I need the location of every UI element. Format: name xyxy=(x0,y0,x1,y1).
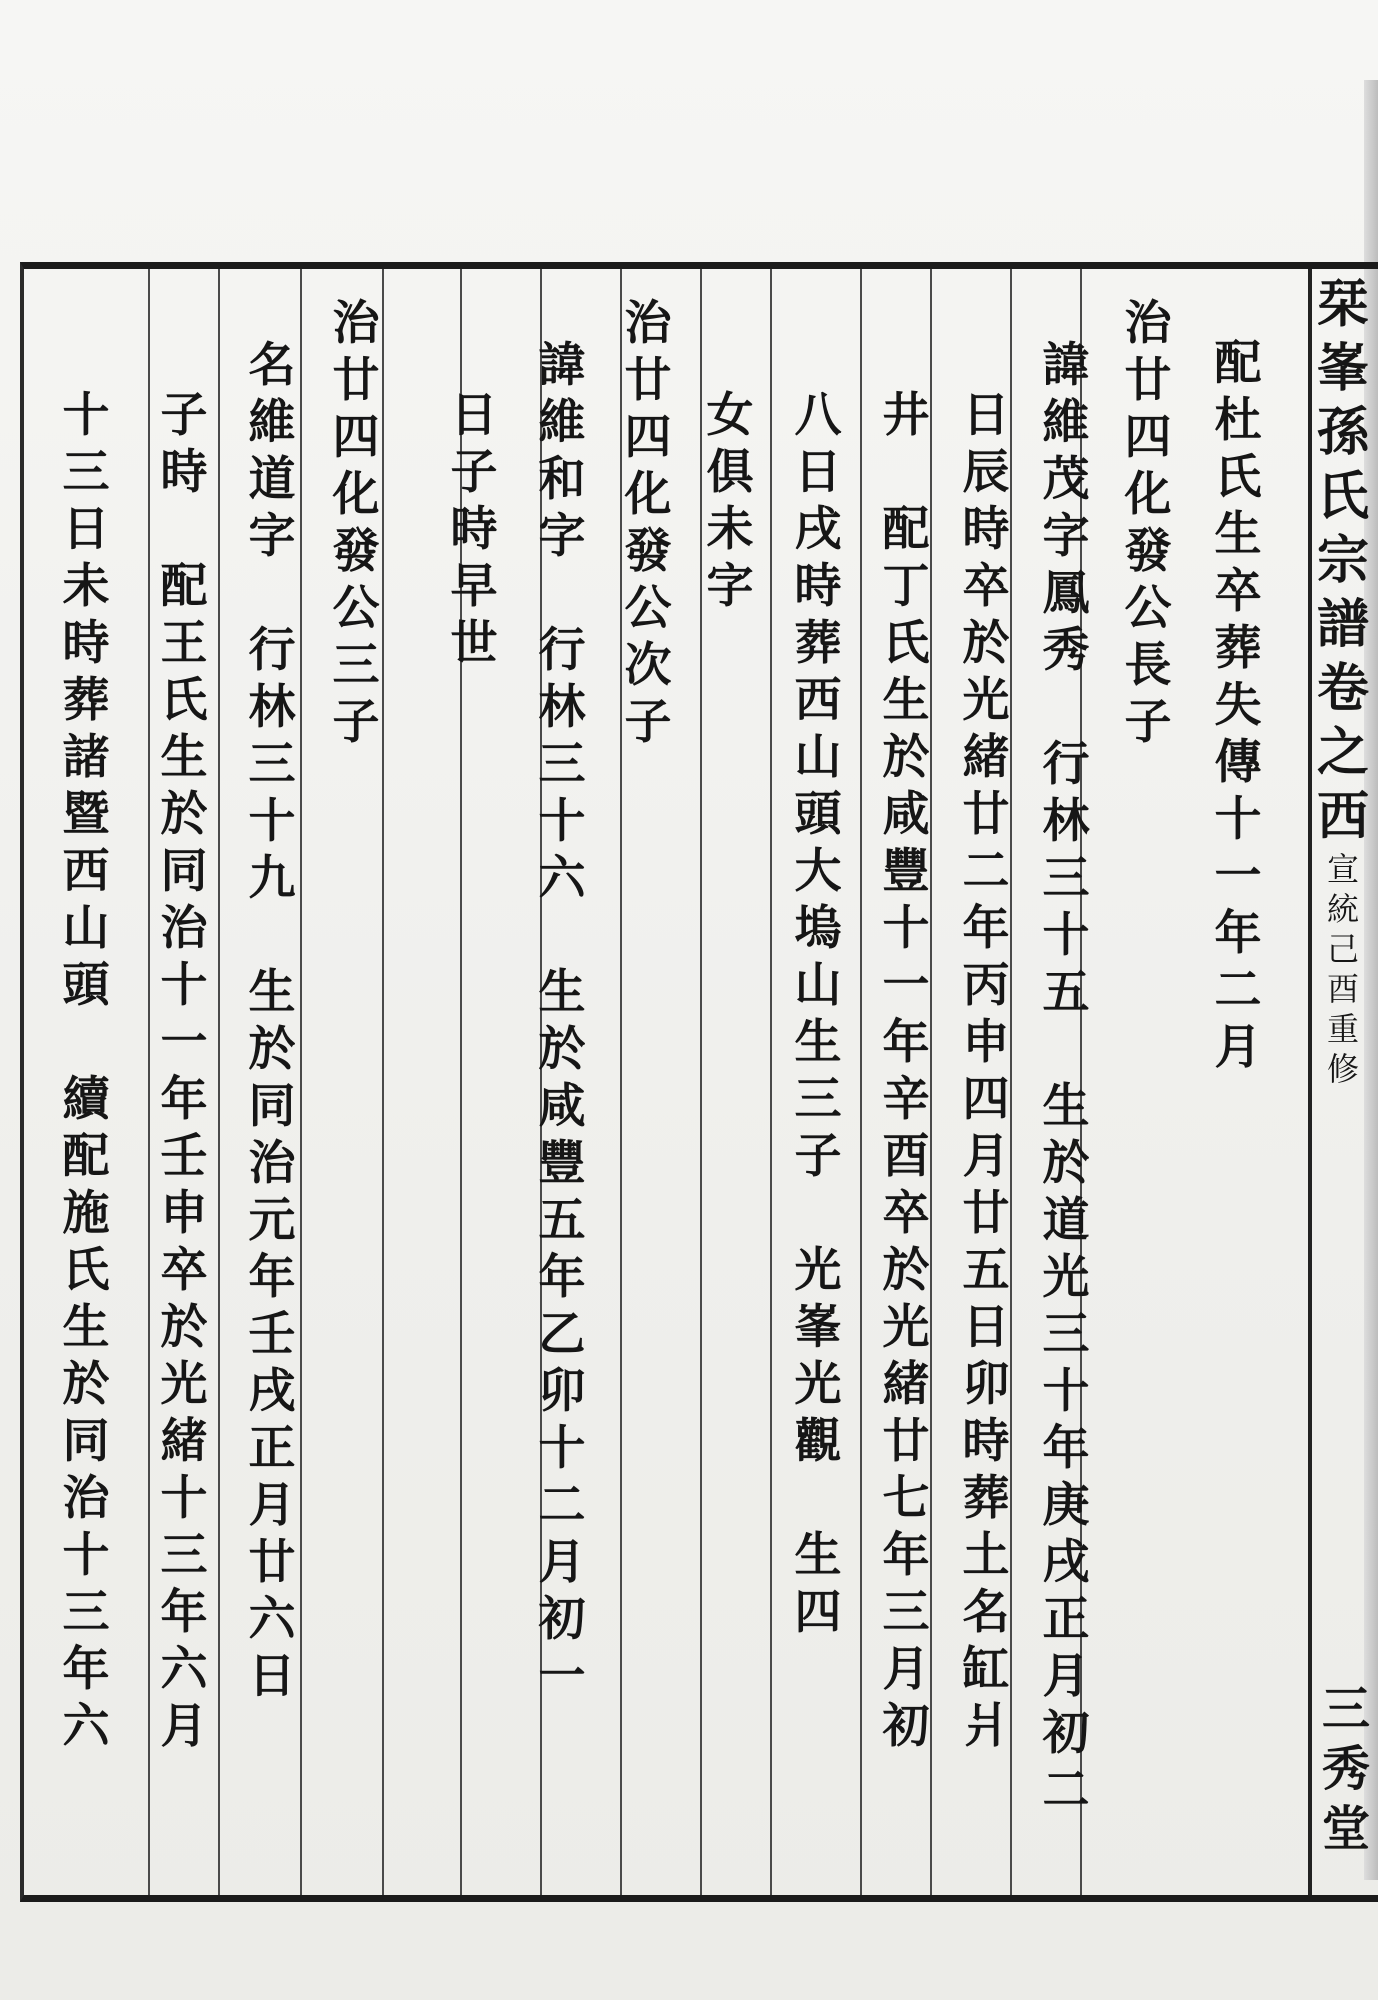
text-char: 行 xyxy=(248,623,296,678)
text-char: 一 xyxy=(1214,849,1262,904)
text-char: 光 xyxy=(794,1357,842,1412)
text-char: 於 xyxy=(1042,1136,1090,1191)
text-char: 時 xyxy=(160,445,208,500)
text-char: 公 xyxy=(1124,581,1172,636)
text-char: 維 xyxy=(248,395,296,450)
text-char: 治 xyxy=(62,1471,110,1526)
text-char: 月 xyxy=(160,1699,208,1754)
text-char: 緒 xyxy=(882,1357,930,1412)
text-char: 峯 xyxy=(794,1300,842,1355)
edition-char: 修 xyxy=(1326,1050,1359,1088)
text-char: 二 xyxy=(1042,1763,1090,1818)
text-char: 公 xyxy=(624,581,672,636)
text-char: 廿 xyxy=(1124,353,1172,408)
text-char: 未 xyxy=(62,559,110,614)
text-char: 西 xyxy=(794,673,842,728)
text-char: 三 xyxy=(794,1072,842,1127)
text-char: 壬 xyxy=(160,1129,208,1184)
text-column xyxy=(1196,295,1280,1076)
text-char: 配 xyxy=(1214,336,1262,391)
text-char: 卯 xyxy=(538,1364,586,1419)
text-char: 生 xyxy=(1042,1079,1090,1134)
text-char: 三 xyxy=(538,737,586,792)
text-char: 同 xyxy=(160,844,208,899)
text-char: 葬 xyxy=(1214,621,1262,676)
text-char: 諸 xyxy=(62,730,110,785)
text-char: 生 xyxy=(882,673,930,728)
text-char: 元 xyxy=(248,1193,296,1248)
text-column xyxy=(776,295,860,1641)
text-char: 缸 xyxy=(962,1642,1010,1697)
text-char: 井 xyxy=(882,388,930,443)
text-char: 諱 xyxy=(538,338,586,393)
text-char: 年 xyxy=(248,1250,296,1305)
text-char: 酉 xyxy=(882,1129,930,1184)
text-char: 庚 xyxy=(1042,1478,1090,1533)
text-char: 治 xyxy=(160,901,208,956)
text-char: 生 xyxy=(62,1300,110,1355)
edition-char: 己 xyxy=(1326,930,1359,968)
text-char: 年 xyxy=(160,1072,208,1127)
text-char: 日 xyxy=(248,1649,296,1704)
text-char: 咸 xyxy=(538,1079,586,1134)
text-char: 子 xyxy=(332,695,380,750)
text-char: 三 xyxy=(882,1585,930,1640)
text-char: 十 xyxy=(1042,1364,1090,1419)
text-char: 三 xyxy=(62,445,110,500)
edition-char: 統 xyxy=(1326,890,1359,928)
text-char: 三 xyxy=(160,1528,208,1583)
text-char: 氏 xyxy=(1214,450,1262,505)
text-char: 維 xyxy=(1042,395,1090,450)
text-char: 配 xyxy=(62,1129,110,1184)
text-char: 女 xyxy=(706,388,754,443)
text-char: 申 xyxy=(962,1015,1010,1070)
title-char: 栞 xyxy=(1316,274,1369,335)
text-char: 頭 xyxy=(62,958,110,1013)
text-char: 年 xyxy=(882,1015,930,1070)
text-char: 山 xyxy=(62,901,110,956)
volume-char: 西 xyxy=(1316,786,1369,847)
text-char: 生 xyxy=(160,730,208,785)
text-char: 秀 xyxy=(1042,623,1090,678)
text-char: 長 xyxy=(1124,638,1172,693)
text-char: 咸 xyxy=(882,787,930,842)
text-char: 於 xyxy=(248,1022,296,1077)
text-char: 日 xyxy=(62,502,110,557)
text-char: 四 xyxy=(962,1072,1010,1127)
text-char: 發 xyxy=(624,524,672,579)
text-char: 年 xyxy=(62,1642,110,1697)
text-column xyxy=(432,295,516,672)
text-char: 十 xyxy=(538,794,586,849)
text-char: 日 xyxy=(794,445,842,500)
text-column xyxy=(688,295,772,615)
text-char: 治 xyxy=(248,1136,296,1191)
text-char: 年 xyxy=(962,901,1010,956)
text-char: 山 xyxy=(794,958,842,1013)
text-char: 一 xyxy=(538,1649,586,1704)
text-char: 早 xyxy=(450,559,498,614)
text-char: 字 xyxy=(538,509,586,564)
text-char: 正 xyxy=(248,1421,296,1476)
text-char: 施 xyxy=(62,1186,110,1241)
text-char: 年 xyxy=(1042,1421,1090,1476)
text-char: 三 xyxy=(248,737,296,792)
text-char: 壬 xyxy=(248,1307,296,1362)
text-char: 葬 xyxy=(62,673,110,728)
text-char: 月 xyxy=(882,1642,930,1697)
text-char: 觀 xyxy=(794,1414,842,1469)
text-char: 土 xyxy=(962,1528,1010,1583)
text-char: 俱 xyxy=(706,445,754,500)
text-char: 林 xyxy=(248,680,296,735)
text-char: 於 xyxy=(962,616,1010,671)
hall-char: 秀 xyxy=(1321,1741,1370,1797)
text-char: 於 xyxy=(62,1357,110,1412)
text-char: 六 xyxy=(538,851,586,906)
text-char: 月 xyxy=(962,1129,1010,1184)
text-char: 辛 xyxy=(882,1072,930,1127)
text-char: 同 xyxy=(62,1414,110,1469)
text-char: 時 xyxy=(450,502,498,557)
text-char: 發 xyxy=(332,524,380,579)
text-char: 光 xyxy=(1042,1250,1090,1305)
text-char: 名 xyxy=(962,1585,1010,1640)
text-char: 三 xyxy=(1042,851,1090,906)
text-char: 林 xyxy=(1042,794,1090,849)
text-char: 失 xyxy=(1214,678,1262,733)
text-column xyxy=(520,295,604,1705)
book-title-column xyxy=(1308,269,1378,1899)
text-char: 卒 xyxy=(962,559,1010,614)
text-char: 子 xyxy=(624,695,672,750)
text-char: 正 xyxy=(1042,1592,1090,1647)
text-char: 丙 xyxy=(962,958,1010,1013)
text-char: 於 xyxy=(882,730,930,785)
text-char: 茂 xyxy=(1042,452,1090,507)
text-column xyxy=(44,295,128,1755)
text-char: 月 xyxy=(248,1478,296,1533)
text-char: 時 xyxy=(962,502,1010,557)
column-rule xyxy=(860,269,862,1895)
text-char: 配 xyxy=(882,502,930,557)
text-char: 五 xyxy=(962,1243,1010,1298)
text-char: 山 xyxy=(794,730,842,785)
text-char: 化 xyxy=(624,467,672,522)
text-char: 十 xyxy=(538,1421,586,1476)
text-char: 十 xyxy=(248,794,296,849)
text-char: 治 xyxy=(1124,296,1172,351)
title-char: 孫 xyxy=(1316,402,1369,463)
hall-char: 三 xyxy=(1321,1681,1370,1737)
text-char: 配 xyxy=(160,559,208,614)
volume-char: 卷 xyxy=(1316,658,1369,719)
text-char: 初 xyxy=(538,1592,586,1647)
text-char: 卯 xyxy=(962,1357,1010,1412)
text-char: 光 xyxy=(962,673,1010,728)
text-char: 五 xyxy=(1042,965,1090,1020)
text-char: 爿 xyxy=(962,1699,1010,1754)
title-char: 氏 xyxy=(1316,466,1369,527)
text-char: 六 xyxy=(160,1642,208,1697)
text-char: 戌 xyxy=(794,502,842,557)
text-char: 日 xyxy=(962,388,1010,443)
text-char: 廿 xyxy=(962,787,1010,842)
text-char: 生 xyxy=(794,1528,842,1583)
text-char: 緒 xyxy=(962,730,1010,785)
text-frame xyxy=(20,262,1378,1902)
text-char: 九 xyxy=(248,851,296,906)
edition-char: 酉 xyxy=(1326,970,1359,1008)
text-char: 一 xyxy=(160,1015,208,1070)
text-char: 申 xyxy=(160,1186,208,1241)
text-char: 未 xyxy=(706,502,754,557)
text-char: 時 xyxy=(794,559,842,614)
text-char: 生 xyxy=(1214,507,1262,562)
text-char: 二 xyxy=(538,1478,586,1533)
text-char: 六 xyxy=(62,1699,110,1754)
text-char: 初 xyxy=(882,1699,930,1754)
text-char: 化 xyxy=(1124,467,1172,522)
text-column xyxy=(606,295,690,751)
text-char: 公 xyxy=(332,581,380,636)
text-char: 次 xyxy=(624,638,672,693)
text-char: 八 xyxy=(794,388,842,443)
text-column xyxy=(314,295,398,751)
text-char: 西 xyxy=(62,844,110,899)
text-char: 續 xyxy=(62,1072,110,1127)
text-char: 道 xyxy=(248,452,296,507)
text-char: 傳 xyxy=(1214,735,1262,790)
text-char: 杜 xyxy=(1214,393,1262,448)
text-char: 塢 xyxy=(794,901,842,956)
text-char: 十 xyxy=(62,1528,110,1583)
text-char: 諱 xyxy=(1042,338,1090,393)
hall-name xyxy=(1322,1679,1370,1859)
text-char: 年 xyxy=(538,1250,586,1305)
text-char: 年 xyxy=(882,1528,930,1583)
text-char: 二 xyxy=(1214,963,1262,1018)
text-char: 子 xyxy=(794,1129,842,1184)
text-char: 治 xyxy=(332,296,380,351)
text-char: 四 xyxy=(794,1585,842,1640)
text-char: 十 xyxy=(62,388,110,443)
text-char: 卒 xyxy=(1214,564,1262,619)
text-char: 戌 xyxy=(248,1364,296,1419)
text-char: 氏 xyxy=(160,673,208,728)
text-char: 四 xyxy=(624,410,672,465)
text-char: 年 xyxy=(160,1585,208,1640)
text-char: 葬 xyxy=(962,1471,1010,1526)
text-char: 氏 xyxy=(62,1243,110,1298)
text-char: 葬 xyxy=(794,616,842,671)
text-char: 廿 xyxy=(624,353,672,408)
text-char: 初 xyxy=(1042,1706,1090,1761)
text-char: 氏 xyxy=(882,616,930,671)
text-char: 名 xyxy=(248,338,296,393)
text-char: 頭 xyxy=(794,787,842,842)
text-char: 行 xyxy=(538,623,586,678)
text-char: 時 xyxy=(962,1414,1010,1469)
text-char: 豐 xyxy=(882,844,930,899)
text-char: 維 xyxy=(538,395,586,450)
text-char: 十 xyxy=(882,901,930,956)
text-char: 廿 xyxy=(248,1535,296,1590)
text-char: 戌 xyxy=(1042,1535,1090,1590)
text-char: 暨 xyxy=(62,787,110,842)
text-char: 光 xyxy=(794,1243,842,1298)
text-char: 子 xyxy=(450,445,498,500)
text-char: 十 xyxy=(160,1471,208,1526)
text-char: 五 xyxy=(538,1193,586,1248)
text-char: 十 xyxy=(1042,908,1090,963)
text-char: 二 xyxy=(962,844,1010,899)
title-char: 宗 xyxy=(1316,530,1369,591)
text-column xyxy=(1106,295,1190,751)
text-char: 日 xyxy=(450,388,498,443)
text-char: 林 xyxy=(538,680,586,735)
text-column xyxy=(864,295,948,1755)
title-char: 峯 xyxy=(1316,338,1369,399)
text-char: 於 xyxy=(160,1300,208,1355)
text-char: 子 xyxy=(1124,695,1172,750)
text-char: 化 xyxy=(332,467,380,522)
text-char: 七 xyxy=(882,1471,930,1526)
text-char: 行 xyxy=(1042,737,1090,792)
text-column xyxy=(142,295,226,1755)
text-char: 發 xyxy=(1124,524,1172,579)
text-column xyxy=(230,295,314,1705)
text-char: 三 xyxy=(62,1585,110,1640)
text-char: 乙 xyxy=(538,1307,586,1362)
text-char: 廿 xyxy=(332,353,380,408)
text-char: 光 xyxy=(160,1357,208,1412)
hall-char: 堂 xyxy=(1321,1801,1370,1857)
text-char: 月 xyxy=(1042,1649,1090,1704)
edition-char: 宣 xyxy=(1326,850,1359,888)
text-char: 六 xyxy=(248,1592,296,1647)
text-char: 三 xyxy=(332,638,380,693)
edition-char: 重 xyxy=(1326,1010,1359,1048)
text-char: 生 xyxy=(794,1015,842,1070)
text-char: 於 xyxy=(882,1243,930,1298)
text-char: 鳳 xyxy=(1042,566,1090,621)
text-char: 一 xyxy=(882,958,930,1013)
text-char: 王 xyxy=(160,616,208,671)
text-column xyxy=(1024,295,1108,1819)
text-char: 月 xyxy=(1214,1020,1262,1075)
text-char: 生 xyxy=(248,965,296,1020)
text-char: 世 xyxy=(450,616,498,671)
text-char: 緒 xyxy=(160,1414,208,1469)
title-char: 譜 xyxy=(1316,594,1369,655)
text-char: 月 xyxy=(538,1535,586,1590)
text-column xyxy=(944,295,1028,1755)
text-char: 十 xyxy=(1214,792,1262,847)
volume-char: 之 xyxy=(1316,722,1369,783)
text-char: 道 xyxy=(1042,1193,1090,1248)
text-char: 年 xyxy=(1214,906,1262,961)
text-char: 日 xyxy=(962,1300,1010,1355)
text-char: 卒 xyxy=(882,1186,930,1241)
text-char: 光 xyxy=(882,1300,930,1355)
text-char: 於 xyxy=(538,1022,586,1077)
text-char: 四 xyxy=(332,410,380,465)
text-char: 字 xyxy=(248,509,296,564)
text-char: 大 xyxy=(794,844,842,899)
text-char: 廿 xyxy=(962,1186,1010,1241)
text-char: 時 xyxy=(62,616,110,671)
text-char: 生 xyxy=(538,965,586,1020)
text-char: 同 xyxy=(248,1079,296,1134)
text-char: 辰 xyxy=(962,445,1010,500)
text-char: 治 xyxy=(624,296,672,351)
text-char: 字 xyxy=(1042,509,1090,564)
text-char: 豐 xyxy=(538,1136,586,1191)
text-char: 卒 xyxy=(160,1243,208,1298)
text-char: 丁 xyxy=(882,559,930,614)
text-char: 於 xyxy=(160,787,208,842)
text-char: 和 xyxy=(538,452,586,507)
text-char: 廿 xyxy=(882,1414,930,1469)
text-char: 四 xyxy=(1124,410,1172,465)
text-char: 十 xyxy=(160,958,208,1013)
text-char: 子 xyxy=(160,388,208,443)
text-char: 字 xyxy=(706,559,754,614)
text-char: 三 xyxy=(1042,1307,1090,1362)
